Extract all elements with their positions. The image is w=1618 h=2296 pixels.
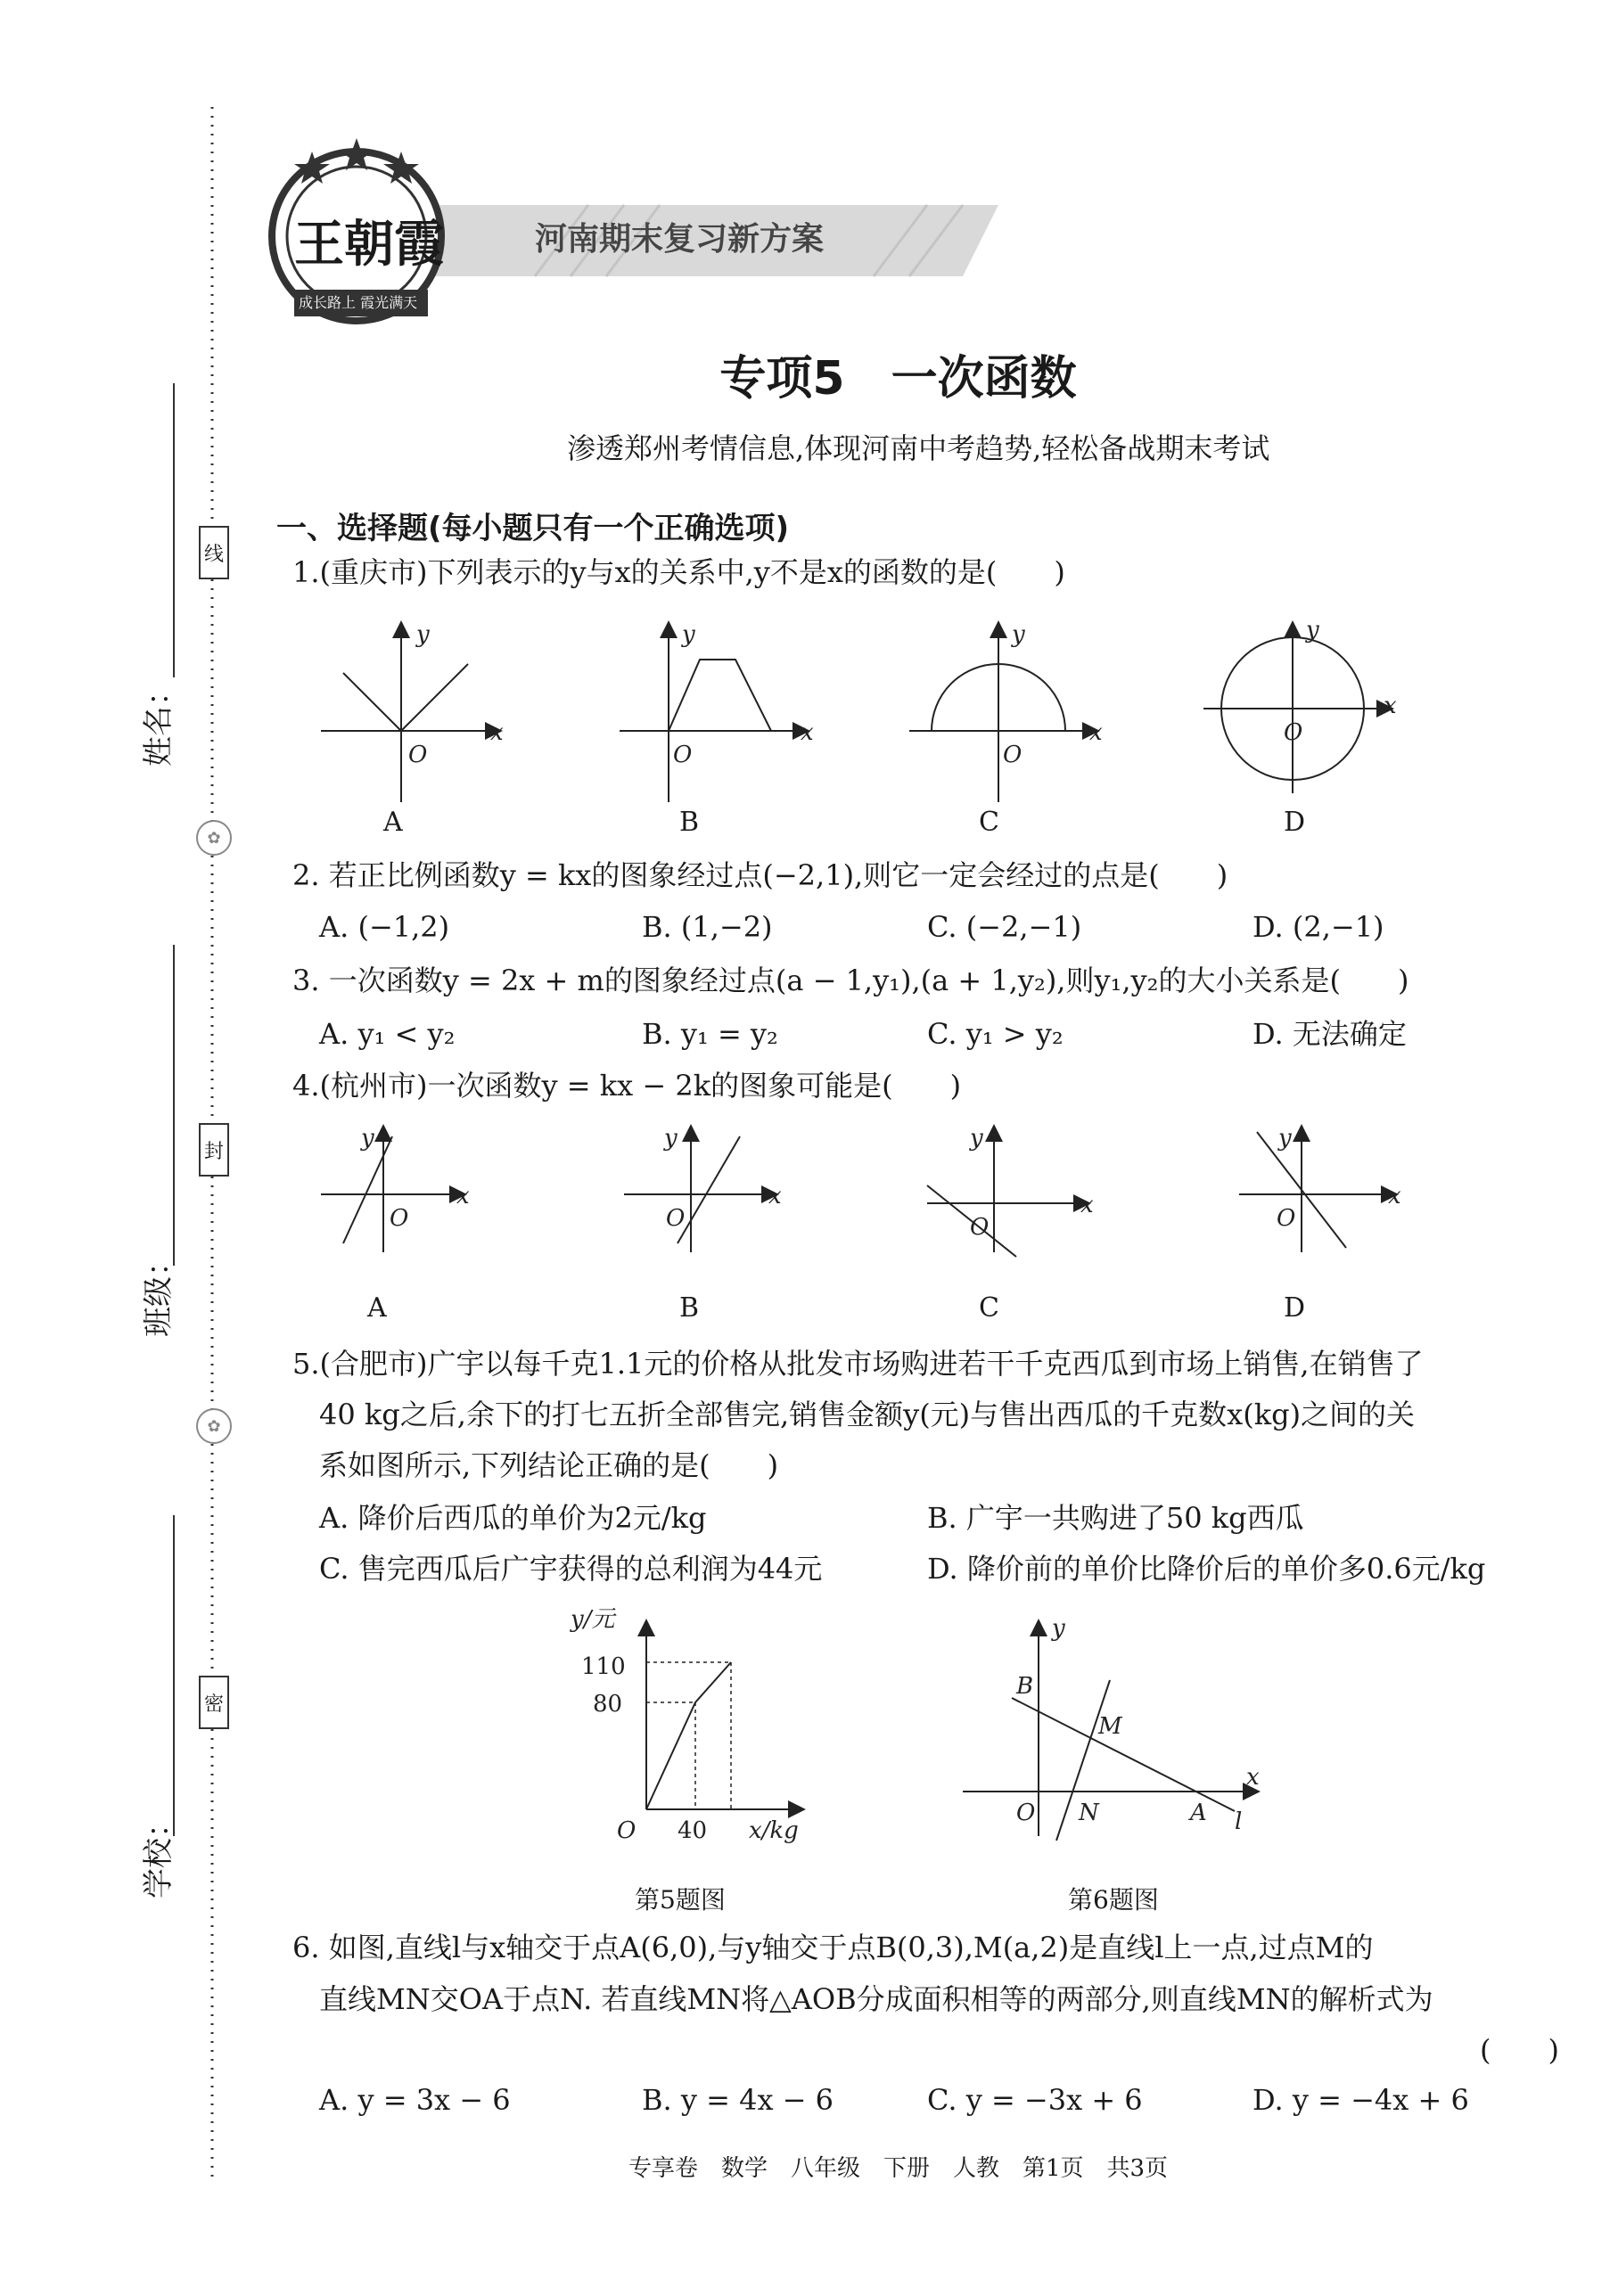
flower-icon: ✿ [196,1408,232,1444]
axis-origin-label: O [673,742,693,768]
q5-option-b: B. 广宇一共购进了50 kg西瓜 [927,1501,1304,1535]
q5-option-d: D. 降价前的单价比降价后的单价多0.6元/kg [927,1552,1486,1586]
subtitle: 渗透郑州考情信息,体现河南中考趋势,轻松备战期末考试 [567,431,1270,465]
q6-option-c: C. y = −3x + 6 [927,2083,1143,2117]
fig6-point-n: N [1079,1800,1099,1826]
logo-motto: 成长路上 霞光满天 [299,294,418,311]
fig6-point-m: M [1098,1713,1122,1740]
q6-option-a: A. y = 3x − 6 [319,2083,511,2117]
axis-y-label: y [682,621,695,648]
q5-option-c: C. 售完西瓜后广宇获得的总利润为44元 [319,1552,823,1586]
axis-y-label: y [1278,1125,1292,1152]
fig5-y-tick-110: 110 [581,1653,626,1680]
q5-line3: 系如图所示,下列结论正确的是( ) [319,1448,779,1482]
fig6-point-b: B [1016,1673,1034,1700]
banner-text: 河南期末复习新方案 [535,221,825,258]
axis-origin-label: O [390,1205,409,1232]
q1-text: 1.(重庆市)下列表示的y与x的关系中,y不是x的函数的是( ) [292,555,1065,589]
seal-line: 线 [199,526,229,579]
q4-graphs [303,1119,1462,1261]
q1-label-d: D [1284,807,1306,838]
q1-label-c: C [979,807,999,838]
q4-text: 4.(杭州市)一次函数y = kx − 2k的图象可能是( ) [292,1069,962,1103]
axis-x-label: x [1080,1192,1094,1218]
fig5-chart [562,1604,847,1872]
axis-y-label: y [1012,621,1025,648]
q3-text: 3. 一次函数y = 2x + m的图象经过点(a − 1,y₁),(a + 1,y₂),则y₁,y₂的大小关系是( ) [292,964,1409,997]
axis-x-label: x [768,1183,782,1210]
q2-option-d: D. (2,−1) [1253,910,1384,944]
q5-line1: 5.(合肥市)广宇以每千克1.1元的价格从批发市场购进若干千克西瓜到市场上销售,在销售了 [292,1347,1424,1381]
fig5-x-tick-40: 40 [678,1817,708,1844]
page-title: 专项5 一次函数 [719,352,1077,406]
fig6-origin: O [1016,1800,1036,1826]
q1-label-b: B [679,807,700,838]
fig6-caption: 第6题图 [1068,1885,1159,1915]
class-label: 班级： [141,1246,177,1337]
q4-label-a: A [367,1292,387,1324]
q2-option-c: C. (−2,−1) [927,910,1082,944]
q4-label-c: C [979,1292,999,1324]
q6-option-d: D. y = −4x + 6 [1253,2083,1469,2117]
fig6-line-l: l [1235,1808,1243,1835]
axis-y-label: y [664,1125,678,1152]
q5-option-a: A. 降价后西瓜的单价为2元/kg [319,1501,707,1535]
axis-x-label: x [1089,719,1103,746]
logo-text: 王朝霞 [294,215,444,274]
q5-line2: 40 kg之后,余下的打七五折全部售完,销售金额y(元)与售出西瓜的千克数x(kg)之间的关 [319,1398,1416,1431]
axis-x-label: x [1388,1183,1401,1210]
axis-x-label: x [801,719,814,746]
axis-y-label: y [416,621,430,648]
school-label: 学校： [141,1808,177,1898]
q3-option-a: A. y₁ < y₂ [319,1017,456,1051]
fig6-x: x [1246,1764,1260,1791]
page-footer: 专享卷 数学 八年级 下册 人教 第1页 共3页 [628,2155,1169,2182]
axis-origin-label: O [970,1214,990,1241]
q6-paren: ( ) [1480,2033,1559,2067]
axis-origin-label: O [1003,742,1023,768]
axis-origin-label: O [666,1205,686,1232]
q4-label-d: D [1284,1292,1306,1324]
fig5-x-axis-label: x/kg [749,1817,799,1844]
q2-option-b: B. (1,−2) [642,910,773,944]
q3-option-d: D. 无法确定 [1253,1017,1407,1051]
axis-x-label: x [456,1183,470,1210]
fig6-diagram [954,1613,1275,1863]
q6-option-b: B. y = 4x − 6 [642,2083,834,2117]
q6-line2: 直线MN交OA于点N. 若直线MN将△AOB分成面积相等的两部分,则直线MN的解析式为 [319,1982,1433,2016]
q3-option-c: C. y₁ > y₂ [927,1017,1064,1051]
q6-line1: 6. 如图,直线l与x轴交于点A(6,0),与y轴交于点B(0,3),M(a,2)是直线l上一点,过点M的 [292,1931,1374,1964]
fig6-point-a: A [1190,1800,1207,1826]
fig6-y: y [1052,1615,1065,1642]
q2-option-a: A. (−1,2) [319,910,450,944]
axis-y-label: y [1306,617,1319,644]
q4-label-b: B [679,1292,700,1324]
axis-origin-label: O [408,742,428,768]
fig5-y-axis-label: y/元 [571,1606,615,1633]
axis-origin-label: O [1277,1205,1296,1232]
flower-icon: ✿ [196,820,232,856]
axis-x-label: x [490,719,504,746]
axis-y-label: y [361,1125,374,1152]
seal-secret: 密 [199,1676,229,1729]
axis-origin-label: O [1284,719,1303,746]
fig5-origin: O [617,1817,637,1844]
name-label: 姓名： [141,676,177,767]
fig5-y-tick-80: 80 [593,1691,623,1718]
q2-text: 2. 若正比例函数y = kx的图象经过点(−2,1),则它一定会经过的点是( ) [292,858,1228,892]
q1-label-a: A [383,807,403,838]
q3-option-b: B. y₁ = y₂ [642,1017,778,1051]
section-heading: 一、选择题(每小题只有一个正确选项) [276,511,790,546]
axis-x-label: x [1384,693,1397,719]
q1-graphs [303,615,1462,811]
fig5-caption: 第5题图 [635,1885,726,1915]
axis-y-label: y [970,1125,983,1152]
seal-seal: 封 [199,1123,229,1177]
